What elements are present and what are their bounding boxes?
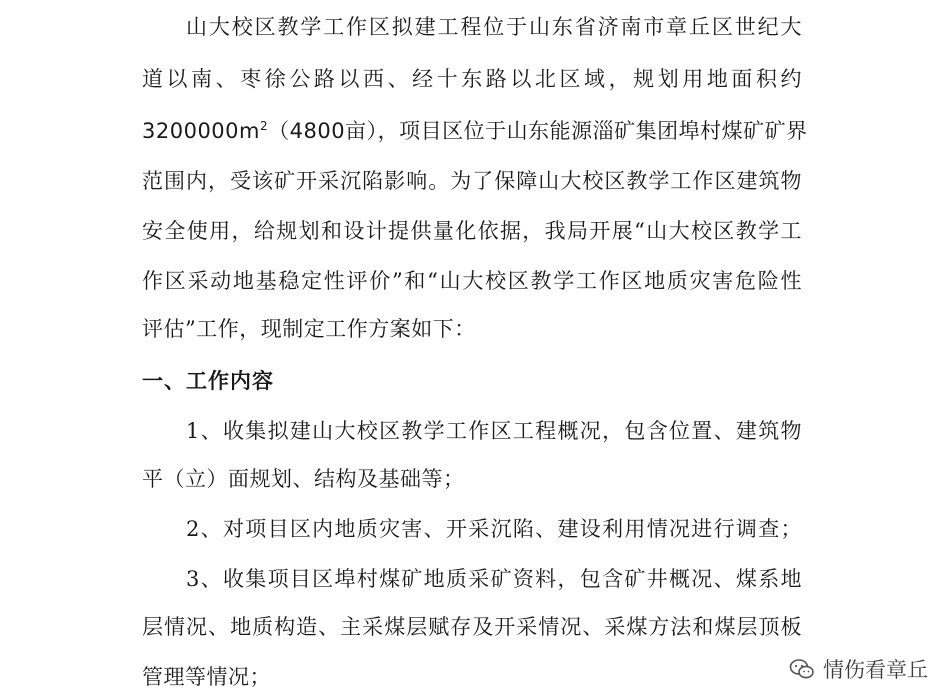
intro-line-3 (142, 116, 808, 146)
item-3-line-3: 管理等情况； (142, 665, 271, 689)
intro-line-2: 道以南、枣徐公路以西、经十东路以北区域，规划用地面积约 (142, 67, 802, 91)
item-3-line-1: 3、收集项目区埠村煤矿地质采矿资料，包含矿井概况、煤系地 (186, 567, 802, 591)
area-mu: （4800 (268, 119, 346, 143)
intro-line-5: 安全使用，给规划和设计提供量化依据，我局开展“山大校区教学工 (142, 219, 802, 243)
item-2-line-1: 2、对项目区内地质灾害、开采沉陷、建设利用情况进行调查； (186, 517, 802, 541)
area-value: 3200000m (142, 119, 260, 143)
item-1-line-1: 1、收集拟建山大校区教学工作区工程概况，包含位置、建筑物 (186, 419, 802, 443)
intro-line-6: 作区采动地基稳定性评价”和“山大校区教学工作区地质灾害危险性 (142, 269, 802, 293)
watermark-text: 情伤看章丘 (823, 658, 928, 682)
section-heading: 一、工作内容 (142, 369, 274, 393)
wechat-watermark (789, 654, 928, 684)
item-3-line-2: 层情况、地质构造、主采煤层赋存及开采情况、采煤方法和煤层顶板 (142, 615, 802, 639)
intro-line-1: 山大校区教学工作区拟建工程位于山东省济南市章丘区世纪大 (186, 15, 802, 39)
intro-line-4: 范围内，受该矿开采沉陷影响。为了保障山大校区教学工作区建筑物 (142, 169, 802, 193)
intro-line-7: 评估”工作，现制定工作方案如下： (142, 317, 476, 341)
intro-line-3-rest: 亩），项目区位于山东能源淄矿集团埠村煤矿矿界 (345, 119, 808, 143)
wechat-icon (789, 656, 815, 682)
area-unit-superscript: 2 (259, 119, 269, 133)
item-1-line-2: 平（立）面规划、结构及基础等； (142, 467, 465, 491)
